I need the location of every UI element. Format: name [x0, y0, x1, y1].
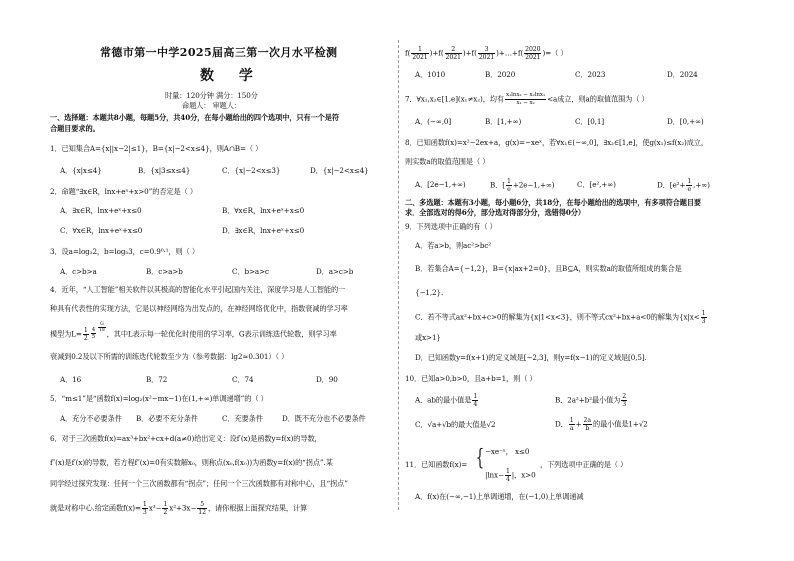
q2-option-b: B．∀x∈R，lnx+eˣ+x≤0: [222, 206, 305, 215]
q5-option-b: B．必要不充分条件: [136, 414, 198, 423]
q10-option-b: B．2a²+b²最小值为 $\frac{2}{3}$: [555, 393, 627, 408]
q4-model-desc: ，其中L表示每一轮优化时使用的学习率，G表示训练迭代轮数，则学习率: [106, 329, 337, 339]
q1-option-d: D．{x|−2<x≤4}: [310, 166, 369, 175]
q7-stem: 7．∀x₁,x₂∈[1,e](x₁≠x₂)，均有 $\frac{\text{x₁lnx₂ − x₂lnx₁}}{\text{x₁ − x₂}}$ <a成立，则a的取值范围为（ ）: [405, 92, 649, 106]
q1-option-a: A．{x|x≤4}: [60, 166, 102, 175]
q11-case-bottom: |lnx− $\frac{1}{4}$ |，x>0: [485, 468, 536, 483]
sum-frac-2: $\frac{2}{2021}$: [445, 46, 461, 61]
q3-stem: 3．设a=log₃2，b=log₅3，c=0.9⁰·¹，则（ ）: [50, 247, 199, 256]
q4-option-a: A．16: [60, 375, 82, 384]
exam-meta: 时量：120分钟 满分：150分: [165, 91, 258, 100]
section2-heading: 二、多选题：本题有3小题，每小题6分，共18分，在每小题给出的选项中，有多项符合题目要: [405, 198, 702, 207]
q10-option-a: A．ab的最小值是 $\frac{1}{4}$: [415, 393, 478, 408]
q8-option-b: B．[ $\frac{1}{e}$ +2e−1,+∞): [490, 178, 555, 193]
q11-fraction: $\frac{1}{4}$: [505, 468, 510, 483]
q4-model-prefix: 模型为L=: [50, 329, 82, 339]
q8-line2: 则实数a的取值范围是（ ）: [405, 157, 490, 166]
q6-frac-c: $\frac{5}{12}$: [198, 501, 206, 516]
q9-option-b: B．若集合A={−1,2}，B={x|ax+2=0}，且B⊆A，则实数a的取值所组成的集合是: [415, 264, 682, 273]
q10-d-frac-1: $\frac{1}{a}$: [569, 417, 574, 432]
q2-option-a: A．∃x∈R，lnx+eˣ+x≤0: [60, 206, 142, 215]
section1-heading-cont: 合题目要求的。: [50, 124, 100, 133]
sum-expression: f( $\frac{1}{2021}$ )+f( $\frac{2}{2021}$ )+f( $\frac{3}{2021}$ )+…+f( $\frac{2020}{2021}$ )=（ ）: [405, 46, 568, 61]
q3-option-d: D．a>c>b: [316, 267, 354, 276]
q8-d-fraction: $\frac{1}{e}$: [687, 178, 692, 193]
q2-option-c: C．∀x∈R，lnx+eˣ+x≤0: [60, 226, 143, 235]
q4-line3: [50, 322, 337, 342]
exam-title: 常德市第一中学2025届高三第一次月水平检测: [100, 46, 338, 59]
q10-a-fraction: $\frac{1}{4}$: [473, 393, 478, 408]
q6-given-suffix: ，请你根据上面探究结果，计算: [207, 503, 308, 513]
q11-case-top: −xe⁻ˣ， x≤0: [485, 447, 530, 456]
q7-option-c: C．[0,1]: [575, 117, 605, 126]
q11-stem-prefix: 11．已知函数f(x)=: [405, 460, 468, 469]
q4-base-fraction: $\frac{4}{5}$: [91, 327, 96, 340]
section2-heading-cont: 求．全部选对的得6分，部分选对得部分分，选错得0分）: [405, 208, 585, 217]
q3-option-a: A．c>b>a: [60, 267, 97, 276]
q8-option-a: A．[2e−1,+∞): [415, 180, 466, 189]
q3-option-b: B．c>a>b: [146, 267, 183, 276]
q6-line4: 就是对称中心.给定函数f(x)= $\frac{1}{3}$ x³− $\frac{1}{2}$ x²+3x− $\frac{5}{12}$ ，请你根据上面探究结果，计算: [50, 501, 308, 516]
subject-heading: 数 学: [200, 68, 263, 84]
piecewise-brace: {: [475, 446, 485, 471]
q9-c-fraction: $\frac{1}{3}$: [701, 310, 706, 325]
q10-d-frac-2: $\frac{2a}{b}$: [583, 417, 591, 432]
sum-frac-3: $\frac{3}{2021}$: [478, 46, 495, 61]
q4-option-c: C．74: [232, 375, 254, 384]
q9-option-c-cont: 或x>1}: [415, 333, 441, 342]
q4-line2: 种具有代表性的实现方法，它是以神经网络为出发点的，在神经网络优化中，指数衰减的学习率: [50, 304, 348, 313]
q2-option-d: D．∃x∈R，lnx+eˣ+x≤0: [222, 226, 305, 235]
q6-line1: 6．对于三次函数f(x)=ax³+bx²+cx+d(a≠0)给出定义：设f′(x)是函数y=f(x)的导数，: [50, 434, 322, 443]
q7-option-b: B．[1,+∞): [485, 117, 522, 126]
q6-frac-b: $\frac{1}{2}$: [163, 501, 168, 516]
q4-line4: 衰减到0.2及以下所需的训练迭代轮数至少为（参考数据：lg2≈0.301）（ ）: [50, 352, 289, 361]
sum-frac-1: $\frac{1}{2021}$: [412, 46, 428, 61]
q10-b-fraction: $\frac{2}{3}$: [622, 393, 627, 408]
q10-option-d: D． $\frac{1}{a}$ + $\frac{2a}{b}$ 的最小值是1+√2: [555, 417, 648, 432]
q6-line3: 同学经过探究发现：任何一个三次函数都有“拐点”；任何一个三次函数都有对称中心，且“拐点”: [50, 479, 348, 488]
q6-line2: f″(x)是f′(x)的导数，若方程f″(x)=0有实数解x₀，则称点(x₀,f(x₀))为函数y=f(x)的“拐点”.某: [50, 458, 333, 467]
q8-option-d: D．[e²+ $\frac{1}{e}$ ,+∞): [657, 178, 710, 193]
q4-coef-fraction: $\frac{1}{2}$: [83, 327, 88, 342]
q5-stem: 5．“m≤1”是“函数f(x)=log₂(x²−mx−1)在(1,+∞)单调递增”的（ ）: [50, 394, 268, 403]
q6-given-prefix: 就是对称中心.给定函数f(x)=: [50, 503, 141, 513]
q8-option-c: C．[e²,+∞): [577, 180, 616, 189]
q7-option-d: D．[0,+∞): [667, 117, 704, 126]
q1-stem: 1．已知集合A={x||x−2|≤1}，B={x|−2<x≤4}，则A∩B=（ ）: [50, 144, 263, 153]
sum-option-a: A．1010: [415, 70, 446, 79]
q3-option-c: C．b>a>c: [232, 267, 269, 276]
q9-option-b-cont: {−1,2}.: [415, 288, 444, 297]
q2-stem: 2．命题“∃x∈R，lnx+eˣ+x>0”的否定是（ ）: [50, 187, 197, 196]
q7-option-a: A．(−∞,0]: [415, 117, 452, 126]
q9-option-c: C．若不等式ax²+bx+c>0的解集为{x|1<x<3}，则不等式cx²+bx+a<0的解集为{x|x< $\frac{1}{3}$: [415, 310, 706, 325]
q9-stem: 9．下列选项中正确的有（ ）: [405, 222, 497, 231]
sum-option-c: C．2023: [575, 70, 606, 79]
q10-stem: 10．已知a>0,b>0，且a+b=1，则（ ）: [405, 374, 537, 383]
q8-b-fraction: $\frac{1}{e}$: [506, 178, 511, 193]
q11-stem-suffix: ，下列选项中正确的是（ ）: [540, 460, 628, 469]
q4-exponent-fraction: $\frac{G}{18}$: [99, 322, 105, 333]
exam-authors: 命题人： 审题人：: [182, 101, 241, 110]
section1-heading: 一、选择题：本题共8小题，每题5分，共40分，在每小题给出的四个选项中，只有一个是符: [50, 113, 339, 122]
q8-line1: 8．已知函数f(x)=x²−2ex+a，g(x)=−xeˣ，若∀x₁∈(−∞,0]，∃x₂∈[1,e]，使g(x₁)≤f(x₂)成立，: [405, 138, 708, 147]
q1-option-c: C．{x|−2<x≤3}: [222, 166, 281, 175]
sum-frac-4: $\frac{2020}{2021}$: [525, 46, 541, 61]
sum-option-b: B．2020: [485, 70, 516, 79]
sum-option-d: D．2024: [667, 70, 698, 79]
q4-line1: 4．近年，“人工智能”相关软件以其极高的智能化水平引起国内关注，深度学习是人工智能的一: [50, 285, 346, 294]
q4-option-d: D．90: [316, 375, 338, 384]
q9-option-d: D．已知函数y=f(x+1)的定义域是[−2,3]，则y=f(x−1)的定义域是[0,5].: [415, 353, 647, 362]
q1-option-b: B．{x|3≤x≤4}: [138, 166, 191, 175]
column-divider: [398, 40, 399, 510]
q7-fraction: $\frac{\text{x₁lnx₂ − x₂lnx₁}}{\text{x₁ − x₂}}$: [505, 92, 546, 106]
q9-option-a: A．若a>b，则ac²>bc²: [415, 241, 492, 250]
q5-option-a: A．充分不必要条件: [60, 414, 122, 423]
q11-option-a: A．f(x)在(−∞,−1)上单调递增，在(−1,0)上单调递减: [415, 492, 584, 501]
q4-option-b: B．72: [146, 375, 168, 384]
q5-option-c: C．充要条件: [222, 414, 263, 423]
q5-option-d: D．既不充分也不必要条件: [282, 414, 366, 423]
q10-option-c: C．√a+√b的最大值是√2: [415, 420, 496, 429]
q6-frac-a: $\frac{1}{3}$: [142, 501, 147, 516]
